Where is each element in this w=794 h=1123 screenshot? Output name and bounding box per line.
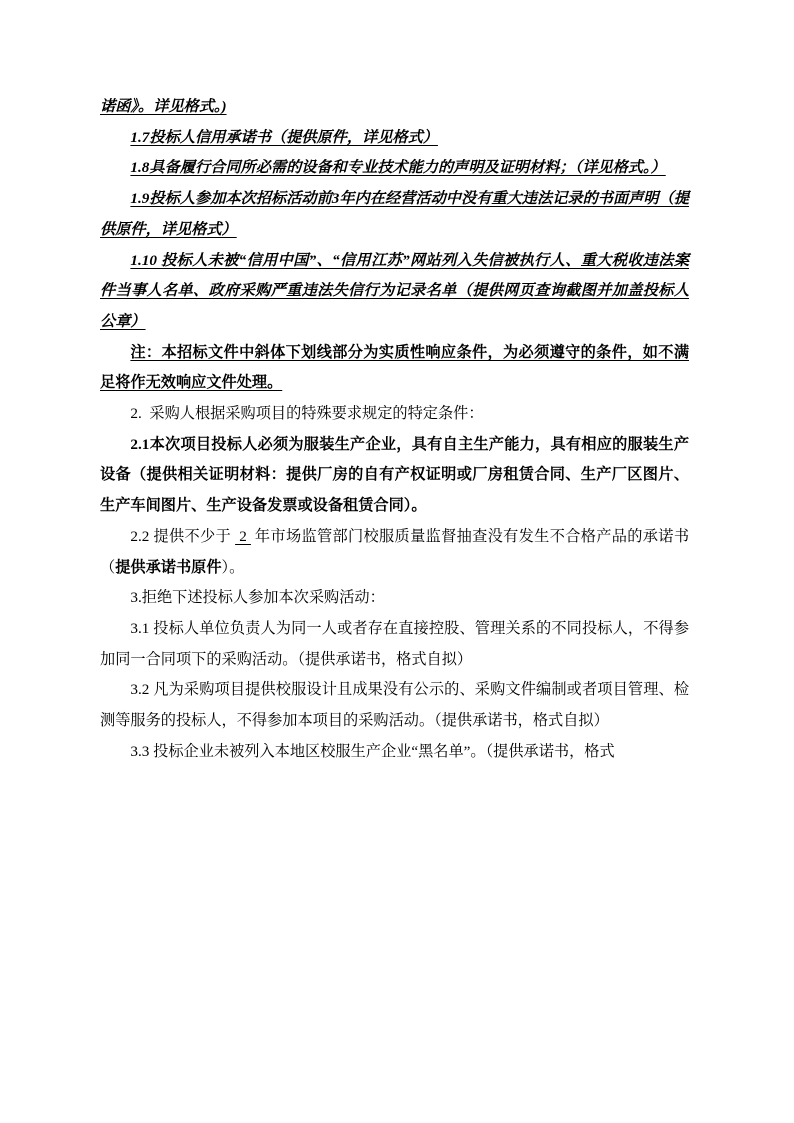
paragraph-2-2-blank-value: 2 — [235, 527, 251, 545]
paragraph-2-2-run-4: ）。 — [221, 558, 245, 576]
paragraph-note: 注：本招标文件中斜体下划线部分为实质性响应条件，为必须遵守的条件，如不满足将作无效响应文件处理。 — [100, 343, 689, 392]
paragraph-3-3: 3.3 投标企业未被列入本地区校服生产企业“黑名单”。（提供承诺书，格式 — [130, 742, 615, 760]
paragraph-1-9: 1.9投标人参加本次招标活动前3年内在经营活动中没有重大违法记录的书面声明（提供原件，详见格式） — [100, 190, 689, 238]
paragraph-3-2: 3.2 凡为采购项目提供校服设计且成果没有公示的、采购文件编制或者项目管理、检测等服务的投标人，不得参加本项目的采购活动。（提供承诺书，格式自拟） — [100, 681, 689, 730]
paragraph-1-10: 1.10 投标人未被“信用中国”、“信用江苏”网站列入失信被执行人、重大税收违法案件当事人名单、政府采购严重违法失信行为记录名单（提供网页查询截图并加盖投标人公章） — [100, 251, 689, 330]
paragraph-continuation: 诺函》。详见格式。) — [100, 98, 227, 115]
paragraph-1-7: 1.7投标人信用承诺书（提供原件，详见格式） — [130, 128, 438, 146]
paragraph-1-8: 1.8具备履行合同所必需的设备和专业技术能力的声明及证明材料；（详见格式。） — [130, 159, 666, 177]
paragraph-3-1: 3.1 投标人单位负责人为同一人或者存在直接控股、管理关系的不同投标人，不得参加同一合同项下的采购活动。（提供承诺书，格式自拟） — [100, 619, 689, 668]
paragraph-2-2-run-2: 年市场监管部门校服质量监督抽查没有发生不合格产品的承诺书（ — [100, 527, 690, 576]
paragraph-2-1: 2.1本次项目投标人必须为服装生产企业，具有自主生产能力，具有相应的服装生产设备（提供相关证明材料：提供厂房的自有产权证明或厂房租赁合同、生产厂区图片、生产车间图片、生产设备发票或设备租赁合同）。 — [100, 435, 689, 515]
document-body — [100, 92, 689, 767]
paragraph-2-2-run-3: 提供承诺书原件 — [115, 558, 222, 576]
paragraph-2-2-run-0: 2.2 提供不少于 — [130, 527, 232, 545]
paragraph-3: 3.拒绝下述投标人参加本次采购活动： — [130, 589, 385, 607]
paragraph-2-2 — [100, 522, 689, 583]
paragraph-2: 2. 采购人根据采购项目的特殊要求规定的特定条件： — [130, 405, 484, 423]
